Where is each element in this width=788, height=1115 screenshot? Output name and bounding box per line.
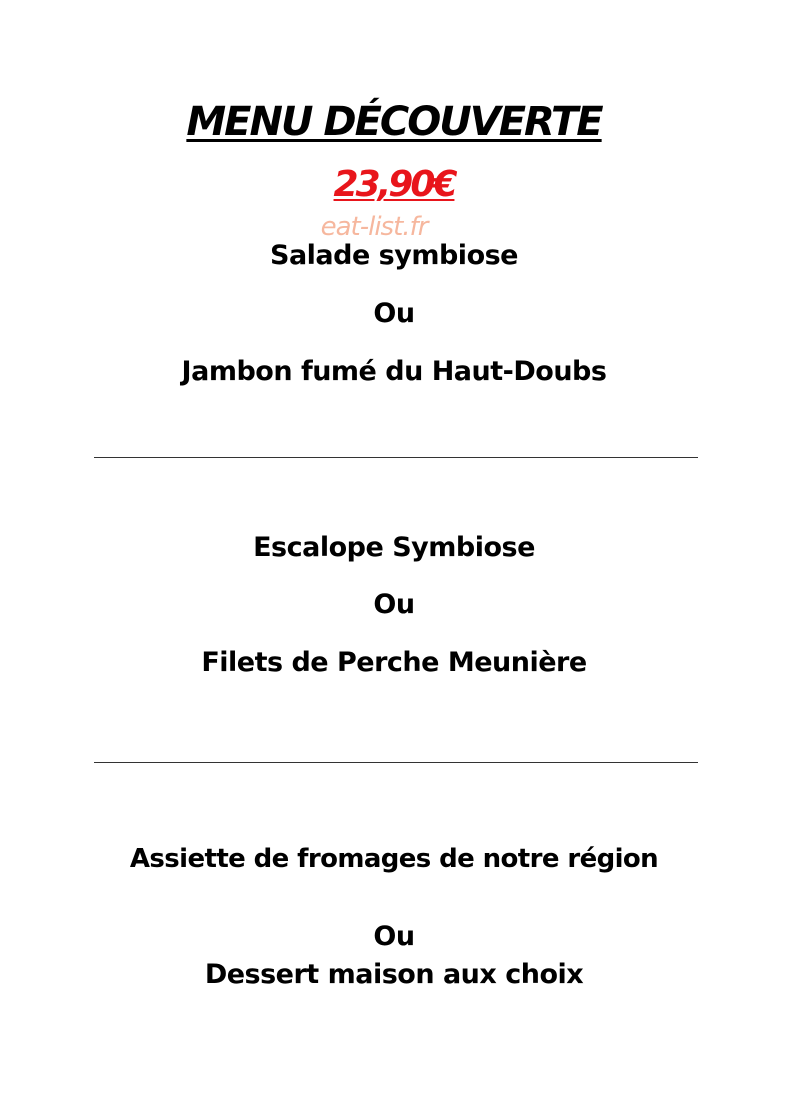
section-divider xyxy=(94,457,698,458)
dessert-separator: Ou xyxy=(373,921,415,952)
starter-option-2: Jambon fumé du Haut-Doubs xyxy=(181,356,607,387)
dessert-option-1: Assiette de fromages de notre région xyxy=(129,844,659,874)
watermark-text: eat-list.fr xyxy=(320,212,428,242)
main-option-2: Filets de Perche Meunière xyxy=(201,647,587,678)
main-option-1: Escalope Symbiose xyxy=(253,532,535,563)
starter-option-1: Salade symbiose xyxy=(270,240,518,271)
main-separator: Ou xyxy=(373,589,415,620)
section-divider xyxy=(94,762,698,763)
menu-title: MENU DÉCOUVERTE xyxy=(186,99,602,145)
dessert-option-2: Dessert maison aux choix xyxy=(204,959,584,990)
starter-separator: Ou xyxy=(373,298,415,329)
menu-price: 23,90€ xyxy=(333,164,455,205)
